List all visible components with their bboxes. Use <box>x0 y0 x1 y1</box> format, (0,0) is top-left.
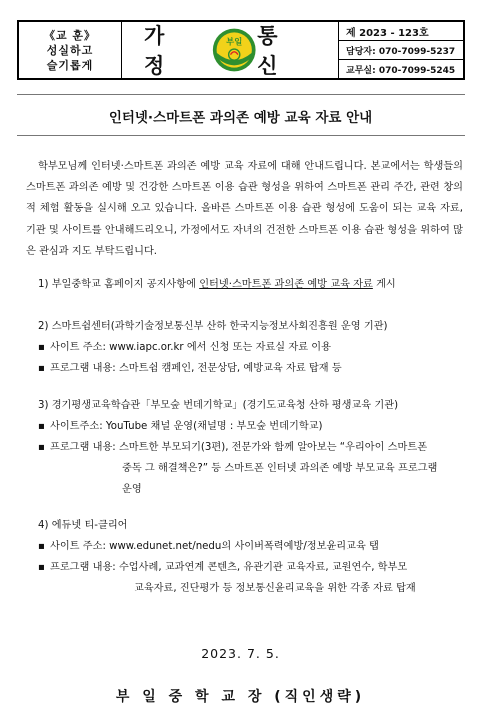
contact-person: 담당자: 070-7099-5237 <box>339 41 463 60</box>
section-4-program-line2: 교육자료, 진단평가 등 정보통신윤리교육을 위한 각종 자료 탑재 <box>134 583 416 594</box>
header-table <box>17 20 465 80</box>
section-2-heading: 2) 스마트쉼센터(과학기술정보통신부 산하 한국지능정보사회진흥원 운영 기관) <box>38 321 388 332</box>
section-4 <box>26 515 466 599</box>
section-3-program-line2: 중독 그 해결책은?” 등 스마트폰 인터넷 과의존 예방 부모교육 프로그램 <box>122 463 438 474</box>
document-title: 인터넷·스마트폰 과의존 예방 교육 자료 안내 <box>108 110 373 126</box>
section-3 <box>26 395 466 500</box>
section-2 <box>26 316 466 379</box>
issue-date: 2023. 7. 5. <box>201 646 280 661</box>
section-3-program-line1: 프로그램 내용: 스마트한 부모되기(3편), 전문가와 함께 알아보는 “우리아이 스마트폰 <box>50 442 428 453</box>
intro-paragraph <box>26 156 463 262</box>
contact-office: 교무실: 070-7099-5245 <box>346 65 456 76</box>
school-logo-icon <box>211 25 257 75</box>
intro-text: 학부모님께 인터넷·스마트폰 과의존 예방 교육 자료에 대해 안내드립니다. 본교에서는 학생들의 스마트폰 과의존 예방 및 건강한 스마트폰 이용 습관 형성을 위하여 스마트폰 관리 주간, 관련 창의적 체험 활동을 실시해 오고 있습니다. 올바른 스마트폰 이용 습관 형성에 도움이 되는 교육 자료, 기관 및 사이트를 안내해드리오니, 가정에서도 자녀의 건전한 스마트폰 이용 습관 형성을 위하여 많은 관심과 지도 부탁드립니다. <box>26 161 463 257</box>
section-3-heading: 3) 경기평생교육학습관「부모숲 번데기학교」(경기도교육청 산하 평생교육 기관) <box>38 400 399 411</box>
section-3-site: 사이트주소: YouTube 채널 운영(채널명 : 부모숲 번데기학교) <box>50 421 323 432</box>
section-1-underlined: 인터넷·스마트폰 과의존 예방 교육 자료 <box>199 279 373 290</box>
title-rule-top <box>17 94 465 95</box>
motto-line1: 성실하고 <box>46 43 94 57</box>
bullet-icon: ▪ <box>38 541 45 552</box>
section-1 <box>26 274 466 295</box>
title-left: 가 정 <box>144 23 173 78</box>
section-2-program: 프로그램 내용: 스마트쉼 캠페인, 전문상담, 예방교육 자료 탑재 등 <box>50 363 342 374</box>
title-right: 통 신 <box>257 23 286 78</box>
section-4-site: 사이트 주소: www.edunet.net/nedu의 사이버폭력예방/정보윤리교육 탭 <box>50 541 379 552</box>
section-2-site: 사이트 주소: www.iapc.or.kr 에서 신청 또는 자료실 자료 이용 <box>50 342 331 353</box>
section-3-program-line3: 운영 <box>122 484 142 495</box>
issue-info <box>339 22 463 78</box>
section-1-suffix: 게시 <box>372 279 396 290</box>
newsletter-title <box>122 22 339 78</box>
principal-signature: 부 일 중 학 교 장 (직인생략) <box>115 689 366 705</box>
bullet-icon: ▪ <box>38 363 45 374</box>
section-4-heading: 4) 에듀넷 티-클리어 <box>38 520 128 531</box>
bullet-icon: ▪ <box>38 562 45 573</box>
bullet-icon: ▪ <box>38 421 45 432</box>
motto-line2: 슬기롭게 <box>46 58 94 72</box>
issue-number: 제 2023 - 123호 <box>339 22 463 41</box>
bullet-icon: ▪ <box>38 342 45 353</box>
section-4-program-line1: 프로그램 내용: 수업사례, 교과연계 콘텐츠, 유관기관 교육자료, 교원연수, 학부모 <box>50 562 408 573</box>
school-motto <box>19 22 122 78</box>
motto-title: 《교 훈》 <box>43 28 97 42</box>
section-1-prefix: 1) 부일중학교 홈페이지 공지사항에 <box>38 279 200 290</box>
logo-text: 부일 <box>225 36 243 47</box>
title-rule-bottom <box>17 135 465 136</box>
bullet-icon: ▪ <box>38 442 45 453</box>
